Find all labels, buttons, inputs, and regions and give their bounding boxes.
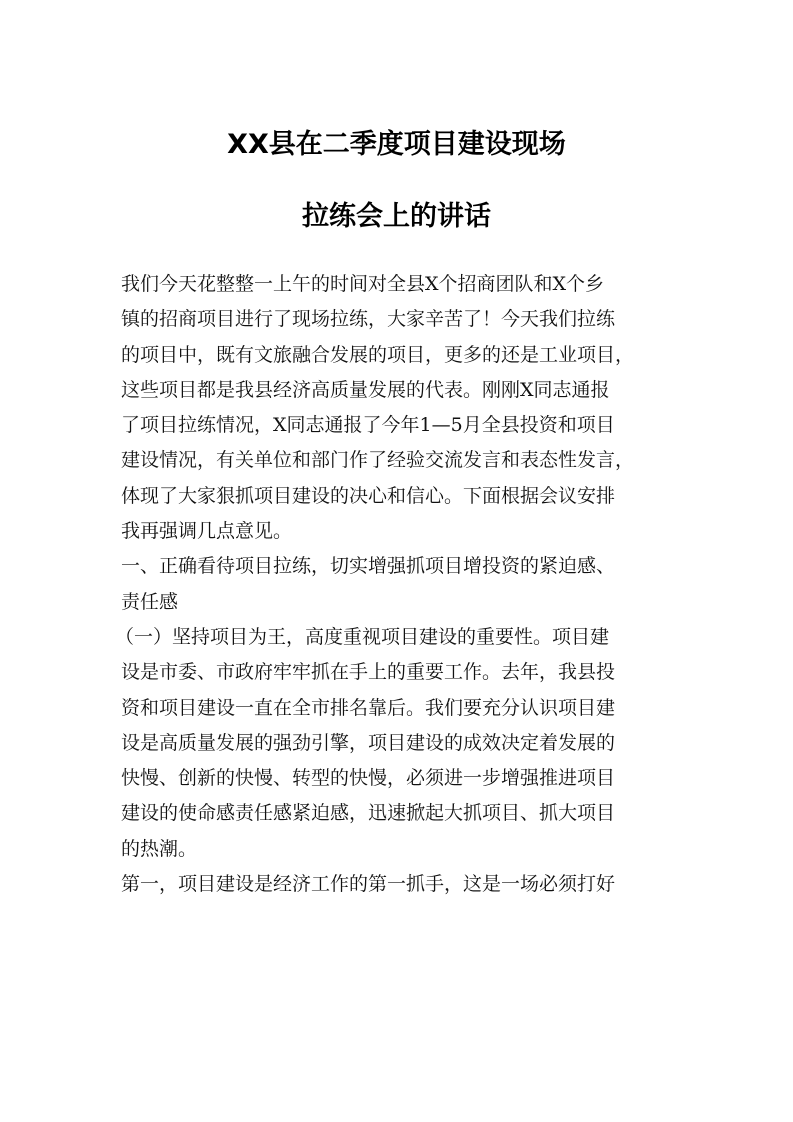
- text-line: 的热潮。: [121, 837, 198, 860]
- text-line: 我们今天花整整一上午的时间对全县X个招商团队和X个乡: [121, 273, 605, 295]
- document-title-line-1: XX县在二季度项目建设现场: [227, 129, 566, 160]
- text-line: 设是市委、市政府牢牢抓在手上的重要工作。去年，我县投: [121, 661, 616, 684]
- heading-line: 一、正确看待项目拉练，切实增强抓项目增投资的紧迫感、: [121, 555, 616, 578]
- paragraph-subsection-1: [115, 620, 681, 867]
- text-line: 体现了大家狠抓项目建设的决心和信心。下面根据会议安排: [121, 484, 616, 507]
- document-body: [115, 267, 681, 902]
- text-line: 建设的使命感责任感紧迫感，迅速掀起大抓项目、抓大项目: [121, 802, 616, 825]
- text-line: 的项目中，既有文旅融合发展的项目，更多的还是工业项目，: [121, 343, 635, 366]
- text-line: 快慢、创新的快慢、转型的快慢，必须进一步增强推进项目: [121, 767, 616, 790]
- text-line: 第一，项目建设是经济工作的第一抓手，这是一场必须打好: [121, 873, 616, 896]
- paragraph-first-point: [121, 867, 681, 902]
- text-line: 了项目拉练情况，X同志通报了今年1—5月全县投资和项目: [121, 414, 615, 437]
- text-line: 这些项目都是我县经济高质量发展的代表。刚刚X同志通报: [121, 378, 610, 401]
- section-heading-1: [121, 549, 681, 620]
- heading-line: 责任感: [121, 590, 179, 613]
- text-line: 设是高质量发展的强劲引擎，项目建设的成效决定着发展的: [121, 731, 616, 754]
- paragraph-intro: [121, 267, 681, 549]
- text-line: 建设情况，有关单位和部门作了经验交流发言和表态性发言，: [121, 449, 635, 472]
- text-line: 镇的招商项目进行了现场拉练，大家辛苦了！今天我们拉练: [121, 308, 616, 331]
- text-line: 我再强调几点意见。: [121, 520, 293, 543]
- text-line: 资和项目建设一直在全市排名靠后。我们要充分认识项目建: [121, 696, 616, 719]
- document-title-line-2: 拉练会上的讲话: [302, 201, 491, 232]
- text-line: （一）坚持项目为王，高度重视项目建设的重要性。项目建: [115, 625, 610, 648]
